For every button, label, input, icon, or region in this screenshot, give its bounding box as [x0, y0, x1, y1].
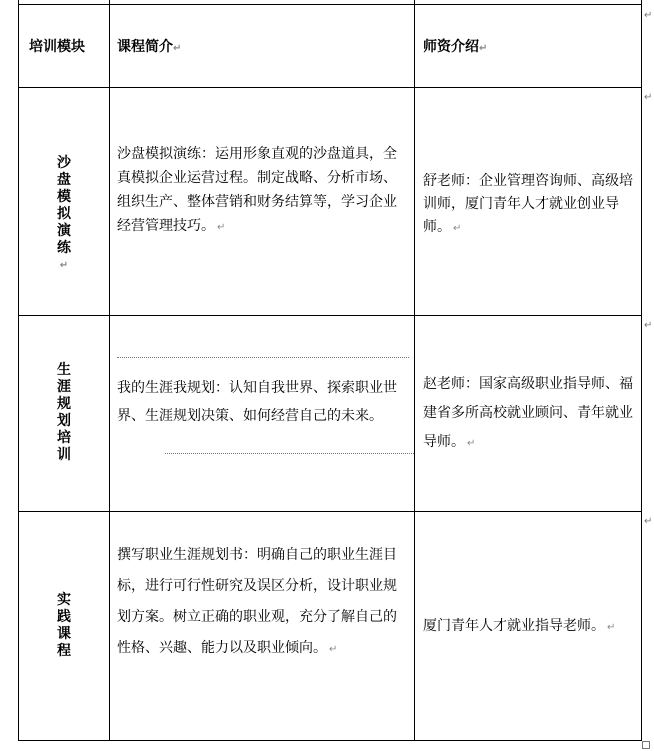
header-intro: 课程简介↵ [117, 39, 182, 55]
row-end-mark-4: ↵ [644, 516, 653, 527]
row-2-module: 生涯规划培训 [57, 362, 71, 463]
row-2-teacher: 赵老师：国家高级职业指导师、福建省多所高校就业顾问、青年就业导师。 ↵ [423, 376, 633, 450]
row-end-mark-1: ↵ [644, 10, 653, 21]
row-1-module: 沙盘模拟演练 ↵ [55, 155, 73, 274]
header-teacher: 师资介绍↵ [423, 39, 488, 55]
row-end-mark-2: ↵ [644, 92, 653, 103]
column-divider-1 [109, 0, 110, 741]
table-border-top [18, 4, 641, 5]
header-module: 培训模块 [29, 39, 85, 55]
paragraph-mark: ↵ [607, 622, 616, 633]
row-divider-1 [18, 315, 641, 316]
paragraph-mark: ↵ [217, 222, 226, 233]
row-2-intro: 我的生涯我规划：认知自我世界、探索职业世界、生涯规划决策、如何经营自己的未来。 [117, 380, 397, 424]
row-3-teacher: 厦门青年人才就业指导老师。 ↵ [423, 618, 616, 634]
paragraph-mark: ↵ [329, 644, 338, 655]
row-1-teacher: 舒老师：企业管理咨询师、高级培训师，厦门青年人才就业创业导师。 ↵ [423, 173, 633, 235]
dotted-separator-bottom [165, 453, 414, 454]
paragraph-mark: ↵ [173, 43, 182, 54]
table-end-marker [642, 741, 650, 749]
row-3-module: 实践课程 [57, 592, 71, 659]
column-divider-2 [414, 0, 415, 741]
row-end-mark-3: ↵ [644, 320, 653, 331]
table-border-left [18, 0, 19, 741]
dotted-separator-top [117, 357, 409, 358]
table-border-bottom [18, 740, 641, 741]
row-divider-header [18, 87, 641, 88]
paragraph-mark: ↵ [59, 260, 69, 271]
paragraph-mark: ↵ [479, 43, 488, 54]
row-1-intro: 沙盘模拟演练：运用形象直观的沙盘道具，全真模拟企业运营过程。制定战略、分析市场、组织生产、整体营销和财务结算等，学习企业经营管理技巧。 ↵ [117, 146, 397, 234]
row-divider-2 [18, 511, 641, 512]
paragraph-mark: ↵ [467, 438, 476, 449]
paragraph-mark: ↵ [453, 223, 462, 234]
table-border-right [641, 0, 642, 741]
row-3-intro: 撰写职业生涯规划书：明确自己的职业生涯目标，进行可行性研究及误区分析，设计职业规划方案。树立正确的职业观，充分了解自己的性格、兴趣、能力以及职业倾向。 ↵ [117, 547, 397, 656]
